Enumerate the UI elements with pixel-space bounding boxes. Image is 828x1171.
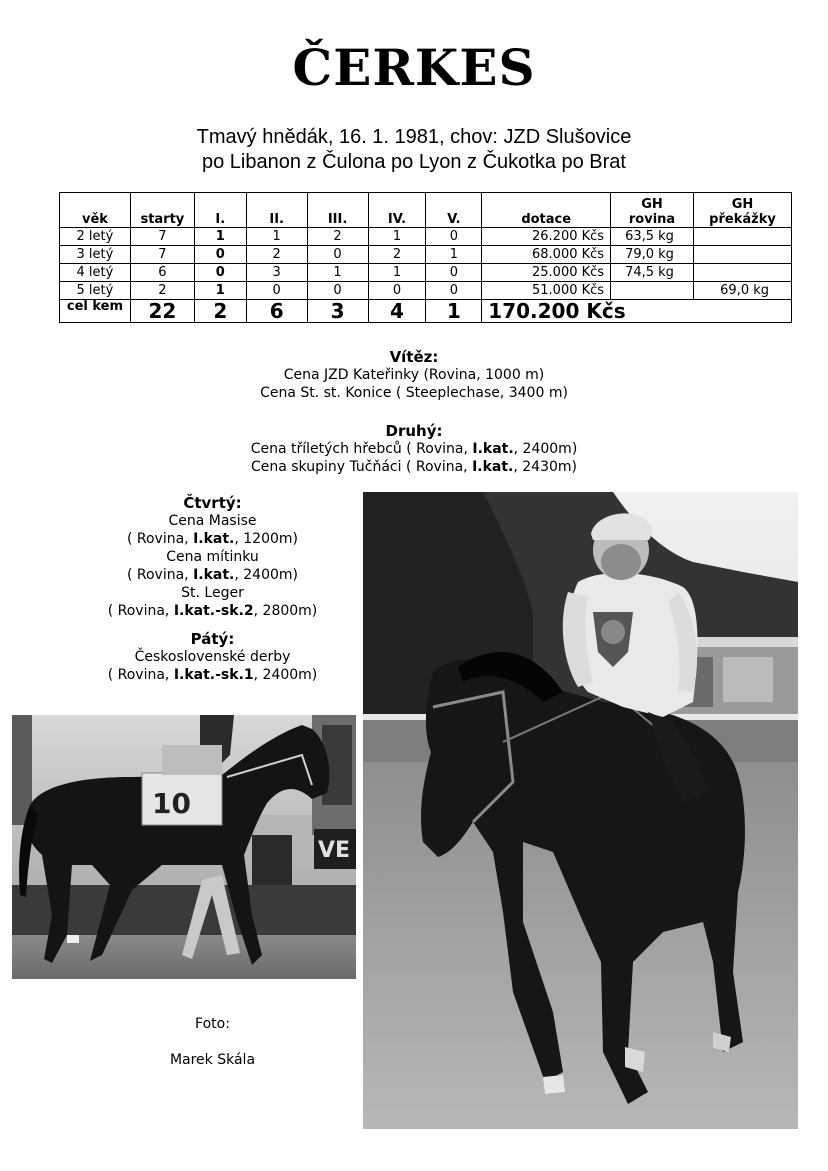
cell-gh-jump: 69,0 kg xyxy=(693,282,791,300)
total-prize: 170.200 Kčs xyxy=(482,300,792,323)
fourth-race-detail: ( Rovina, I.kat., 1200m) xyxy=(126,531,299,547)
cell-fourth: 1 xyxy=(368,264,426,282)
col-header-second: II. xyxy=(246,193,307,228)
cell-gh-jump xyxy=(693,228,791,246)
cell-age: 5 letý xyxy=(60,282,131,300)
cell-third: 2 xyxy=(307,228,368,246)
cell-second: 0 xyxy=(246,282,307,300)
photo-credit-name: Marek Skála xyxy=(169,1052,256,1068)
cell-age: 4 letý xyxy=(60,264,131,282)
horse-pedigree: po Libanon z Čulona po Lyon z Čukotka po Brat xyxy=(202,151,626,173)
table-row xyxy=(60,282,792,300)
table-header-row xyxy=(60,193,792,228)
total-starts: 22 xyxy=(130,300,194,323)
col-header-age: věk xyxy=(60,193,131,228)
winner-heading: Vítěz: xyxy=(389,348,439,366)
cell-gh-flat: 63,5 kg xyxy=(611,228,694,246)
fifth-race-detail: ( Rovina, I.kat.-sk.1, 2400m) xyxy=(107,667,318,683)
cell-second: 3 xyxy=(246,264,307,282)
cell-fifth: 1 xyxy=(426,246,482,264)
cell-gh-flat: 74,5 kg xyxy=(611,264,694,282)
cell-age: 2 letý xyxy=(60,228,131,246)
horse-photo-jockey xyxy=(363,492,798,1129)
cell-second: 1 xyxy=(246,228,307,246)
cell-fifth: 0 xyxy=(426,228,482,246)
total-label: cel kem xyxy=(60,300,131,323)
second-heading: Druhý: xyxy=(385,422,443,440)
cell-third: 0 xyxy=(307,246,368,264)
cell-prize: 26.200 Kčs xyxy=(482,228,611,246)
fifth-race-name: Československé derby xyxy=(134,649,291,665)
winner-race: Cena JZD Kateřinky (Rovina, 1000 m) xyxy=(283,367,545,383)
winner-race: Cena St. st. Konice ( Steeplechase, 3400 m) xyxy=(260,385,568,401)
col-header-gh-flat: GH rovina xyxy=(611,193,694,228)
cell-starts: 7 xyxy=(130,246,194,264)
table-row xyxy=(60,228,792,246)
total-third: 3 xyxy=(307,300,368,323)
cell-prize: 25.000 Kčs xyxy=(482,264,611,282)
col-header-fourth: IV. xyxy=(368,193,426,228)
table-row xyxy=(60,246,792,264)
horse-description: Tmavý hnědák, 16. 1. 1981, chov: JZD Slušovice xyxy=(196,126,632,148)
cell-third: 0 xyxy=(307,282,368,300)
fourth-race-name: St. Leger xyxy=(181,585,244,601)
table-row xyxy=(60,264,792,282)
second-race: Cena skupiny Tučňáci ( Rovina, I.kat., 2430m) xyxy=(250,459,578,475)
cell-first: 0 xyxy=(194,246,246,264)
cell-fifth: 0 xyxy=(426,282,482,300)
cell-prize: 51.000 Kčs xyxy=(482,282,611,300)
horse-photo-paddock xyxy=(12,715,356,979)
fourth-heading: Čtvrtý: xyxy=(183,494,242,512)
col-header-gh-jump: GH překážky xyxy=(693,193,791,228)
cell-fifth: 0 xyxy=(426,264,482,282)
col-header-fifth: V. xyxy=(426,193,482,228)
cell-prize: 68.000 Kčs xyxy=(482,246,611,264)
fourth-race-detail: ( Rovina, I.kat., 2400m) xyxy=(126,567,299,583)
cell-fourth: 2 xyxy=(368,246,426,264)
col-header-starts: starty xyxy=(130,193,194,228)
cell-gh-jump xyxy=(693,264,791,282)
fourth-race-name: Cena Masise xyxy=(168,513,257,529)
second-place-section xyxy=(0,422,828,476)
saddle-number: 10 xyxy=(152,787,191,820)
col-header-prize: dotace xyxy=(482,193,611,228)
cell-third: 1 xyxy=(307,264,368,282)
fourth-place-section xyxy=(60,494,365,684)
race-statistics-table xyxy=(59,192,792,323)
cell-second: 2 xyxy=(246,246,307,264)
cell-first: 1 xyxy=(194,282,246,300)
winner-section xyxy=(0,348,828,402)
sign-text: VE xyxy=(318,838,351,863)
cell-gh-flat: 79,0 kg xyxy=(611,246,694,264)
fourth-race-detail: ( Rovina, I.kat.-sk.2, 2800m) xyxy=(107,603,318,619)
cell-starts: 2 xyxy=(130,282,194,300)
total-fifth: 1 xyxy=(426,300,482,323)
total-first: 2 xyxy=(194,300,246,323)
cell-starts: 7 xyxy=(130,228,194,246)
col-header-third: III. xyxy=(307,193,368,228)
photo-credit-label: Foto: xyxy=(195,1016,230,1032)
total-fourth: 4 xyxy=(368,300,426,323)
cell-gh-flat xyxy=(611,282,694,300)
cell-first: 0 xyxy=(194,264,246,282)
second-race: Cena tříletých hřebců ( Rovina, I.kat., 2400m) xyxy=(250,441,578,457)
total-second: 6 xyxy=(246,300,307,323)
fifth-heading: Pátý: xyxy=(190,630,235,648)
cell-age: 3 letý xyxy=(60,246,131,264)
cell-fourth: 1 xyxy=(368,228,426,246)
table-total-row xyxy=(60,300,792,323)
cell-first: 1 xyxy=(194,228,246,246)
fourth-race-name: Cena mítinku xyxy=(166,549,259,565)
page-title: ČERKES xyxy=(292,38,536,97)
col-header-first: I. xyxy=(194,193,246,228)
cell-starts: 6 xyxy=(130,264,194,282)
cell-fourth: 0 xyxy=(368,282,426,300)
cell-gh-jump xyxy=(693,246,791,264)
